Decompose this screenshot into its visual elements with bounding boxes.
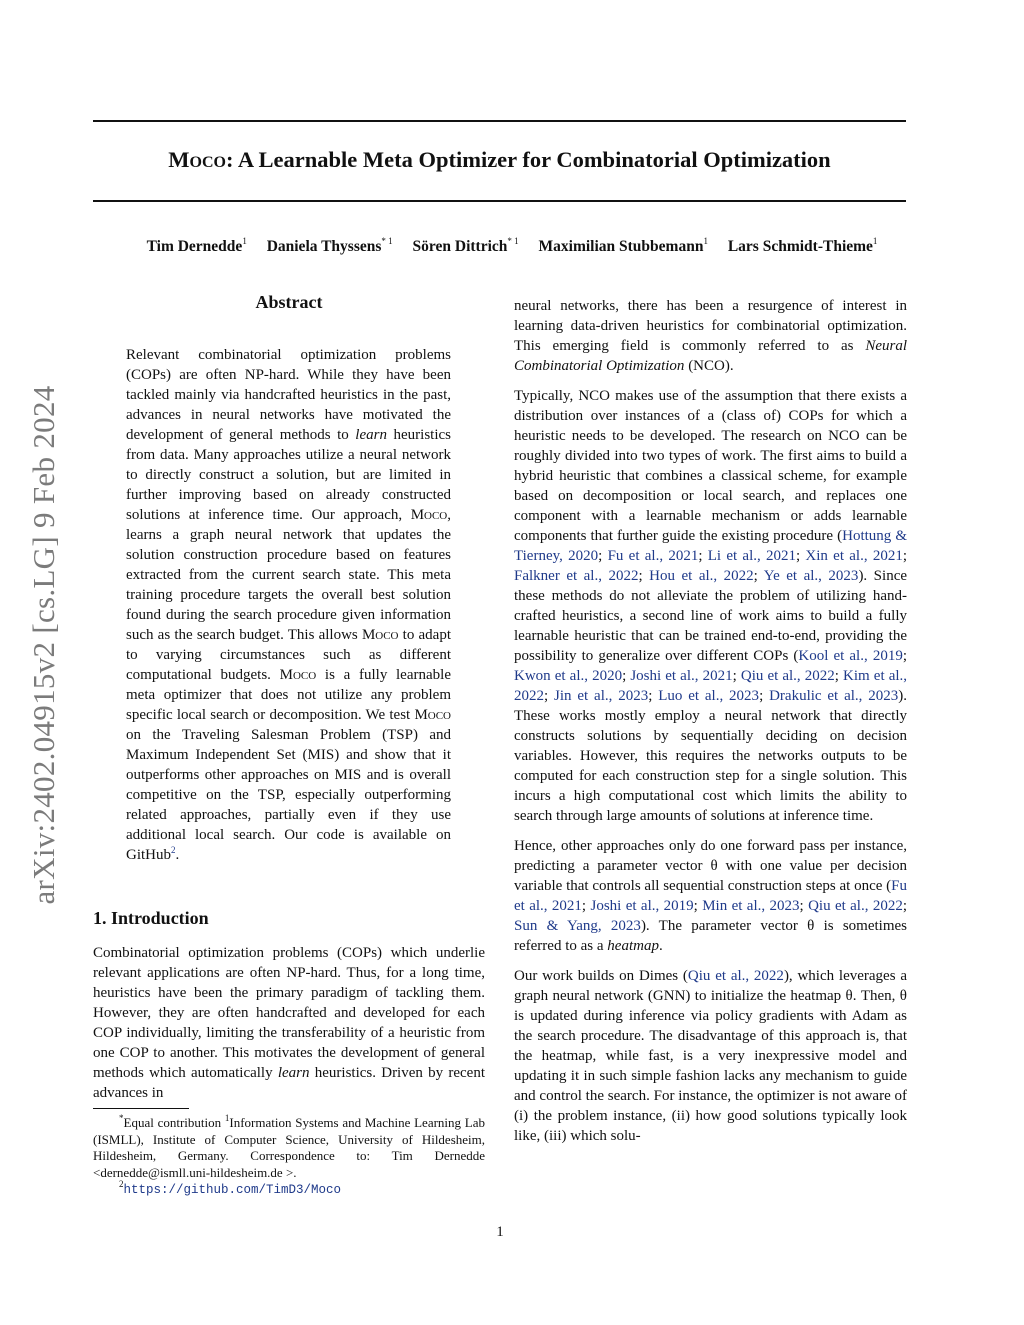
- title-rule-top: [93, 120, 906, 122]
- left-column: [93, 292, 485, 1103]
- citation-link[interactable]: Min et al., 2023: [702, 898, 800, 914]
- citation-link[interactable]: Hottung & Tierney, 2020: [514, 528, 907, 564]
- title-rule-bottom: [93, 200, 906, 202]
- footnote-rule: [93, 1108, 189, 1109]
- github-link[interactable]: https://github.com/TimD3/Moco: [123, 1183, 342, 1197]
- citation-link[interactable]: Joshi et al., 2019: [590, 898, 694, 914]
- citation-link[interactable]: Qiu et al., 2022: [740, 668, 835, 684]
- footnote-github: $^2$https://github.com/TimD3/Moco: [119, 1179, 342, 1197]
- citation-link[interactable]: Xin et al., 2021: [805, 548, 903, 564]
- abstract-body: Relevant combinatorial optimization problems (COPs) are often NP-hard. While they have been tackled mainly via handcrafted heuristics in the past, advances in neural networks have motivated the development of general methods to learn heuristics from data. Many approaches utilize a neural network to directly construct a solution, but are limited in further improving based on already constructed solutions at inference time. Our approach, Moco, learns a graph neural network that updates the solution construction procedure based on features extracted from the current search state. This meta training procedure targets the overall best solution found during the search procedure given information such as the search budget. This allows Moco to adapt to varying circumstances such as different computational budgets. Moco is a fully learnable meta optimizer that does not utilize any problem specific local search or decomposition. We test Moco on the Traveling Salesman Problem (TSP) and Maximum Independent Set (MIS) and show that it outperforms other approaches on MIS and is overall competitive on the TSP, especially outperforming related approaches, partially even if they use additional local search. Our code is available on GitHub$^2$.: [126, 347, 451, 863]
- author: Daniela Thyssens$^{* 1}$: [266, 236, 393, 255]
- citation-link[interactable]: Kim et al., 2022: [514, 668, 908, 704]
- citation-link[interactable]: Kwon et al., 2020: [514, 668, 623, 684]
- intro-paragraph-3: Hence, other approaches only do one forward pass per instance, predicting a parameter vector θ with one value per decision variable that controls all sequential construction steps at once (Fu et al., 2021; Joshi et al., 2019; Min et al., 2023; Qiu et al., 2022; Sun & Yang, 2023). The parameter vector θ is sometimes referred to as a heatmap.: [514, 838, 908, 954]
- citation-link[interactable]: Qiu et al., 2022: [808, 898, 903, 914]
- author: Lars Schmidt-Thieme$^1$: [727, 236, 878, 255]
- right-column: [514, 296, 907, 1146]
- citation-link[interactable]: Qiu et al., 2022: [687, 968, 784, 984]
- citation-link[interactable]: Kool et al., 2019: [798, 648, 903, 664]
- author: Maximilian Stubbemann$^1$: [538, 236, 708, 255]
- intro-paragraph-1-cont: neural networks, there has been a resurgence of interest in learning data-driven heuristics for combinatorial optimization. This emerging field is commonly referred to as Neural Combinatorial Optimization (NCO).: [514, 298, 907, 374]
- intro-paragraph-2: Typically, NCO makes use of the assumption that there exists a distribution over instances of a (class of) COPs for which a heuristic needs to be developed. The research on NCO can be roughly divided into two types of work. The first aims to build a hybrid heuristic that combines a classical scheme, for example based on decomposition or local search, and replaces one component with a learnable mechanism or adds learnable components that further guide the existing procedure (Hottung & Tierney, 2020; Fu et al., 2021; Li et al., 2021; Xin et al., 2021; Falkner et al., 2022; Hou et al., 2022; Ye et al., 2023). Since these methods do not alleviate the problem of utilizing hand-crafted heuristics, a second line of work aims to build a fully learnable heuristic that can be trained end-to-end, providing the possibility to generalize over different COPs (Kool et al., 2019; Kwon et al., 2020; Joshi et al., 2021; Qiu et al., 2022; Kim et al., 2022; Jin et al., 2023; Luo et al., 2023; Drakulic et al., 2023). These works mostly employ a neural network that directly constructs solutions by sequentially deciding on decision variables. However, this requires the networks outputs to be computed for each construction step for a single solution. This incurs a high computational cost which limits the ability to search through large amounts of solutions at inference time.: [514, 388, 908, 824]
- citation-link[interactable]: Fu et al., 2021: [607, 548, 699, 564]
- intro-paragraph-4: Our work builds on Dimes (Qiu et al., 2022), which leverages a graph neural network (GNN) to initialize the heatmap θ. Then, θ is updated during inference via policy gradients with Adam as the search procedure. The disadvantage of this approach is, that the heatmap, while fast, is a very inexpressive model and updating it in such simple fashion lacks any mechanism to guide and control the search. For instance, the optimizer is not aware of (i) the problem instance, (ii) how good solutions typically look like, (iii) which solu-: [514, 968, 907, 1144]
- footnotes: [93, 1108, 485, 1199]
- footnote-affiliation: *Equal contribution $^1$Information Systems and Machine Learning Lab (ISMLL), Institute of Computer Science, University of Hildesheim, Hildesheim, Germany. Correspondence to: Tim Dernedde <dernedde@ismll.uni-hildesheim.de >.: [93, 1113, 485, 1180]
- arxiv-sidebar-identifier: arXiv:2402.04915v2 [cs.LG] 9 Feb 2024: [26, 385, 61, 905]
- citation-link[interactable]: Fu et al., 2021: [514, 878, 907, 914]
- citation-link[interactable]: Joshi et al., 2021: [630, 668, 733, 684]
- paper-title: Moco: A Learnable Meta Optimizer for Combinatorial Optimization: [168, 147, 831, 172]
- citation-link[interactable]: Ye et al., 2023: [763, 568, 859, 584]
- author: Tim Dernedde$^1$: [146, 236, 247, 255]
- citation-link[interactable]: Sun & Yang, 2023: [514, 918, 641, 934]
- abstract-heading: Abstract: [255, 292, 323, 312]
- author: Sören Dittrich$^{* 1}$: [412, 236, 519, 255]
- citation-link[interactable]: Falkner et al., 2022: [514, 568, 639, 584]
- citation-link[interactable]: Jin et al., 2023: [554, 688, 649, 704]
- footnote-ref[interactable]: 2: [171, 845, 176, 855]
- author-list: [40, 236, 984, 256]
- method-name: Moco: [168, 147, 226, 172]
- citation-link[interactable]: Drakulic et al., 2023: [769, 688, 899, 704]
- intro-paragraph-1: Combinatorial optimization problems (COPs) which underlie relevant applications are often NP-hard. Thus, for a long time, heuristics have been the primary paradigm of tackling them. However, they are often handcrafted and developed for each COP individually, limiting the transferability of a heuristic from one COP to another. This motivates the development of general methods which automatically learn heuristics. Driven by recent advances in: [93, 945, 485, 1101]
- page-number: 1: [496, 1224, 504, 1240]
- citation-link[interactable]: Hou et al., 2022: [649, 568, 754, 584]
- citation-link[interactable]: Luo et al., 2023: [658, 688, 760, 704]
- section-heading-introduction: 1. Introduction: [93, 908, 209, 928]
- citation-link[interactable]: Li et al., 2021: [707, 548, 796, 564]
